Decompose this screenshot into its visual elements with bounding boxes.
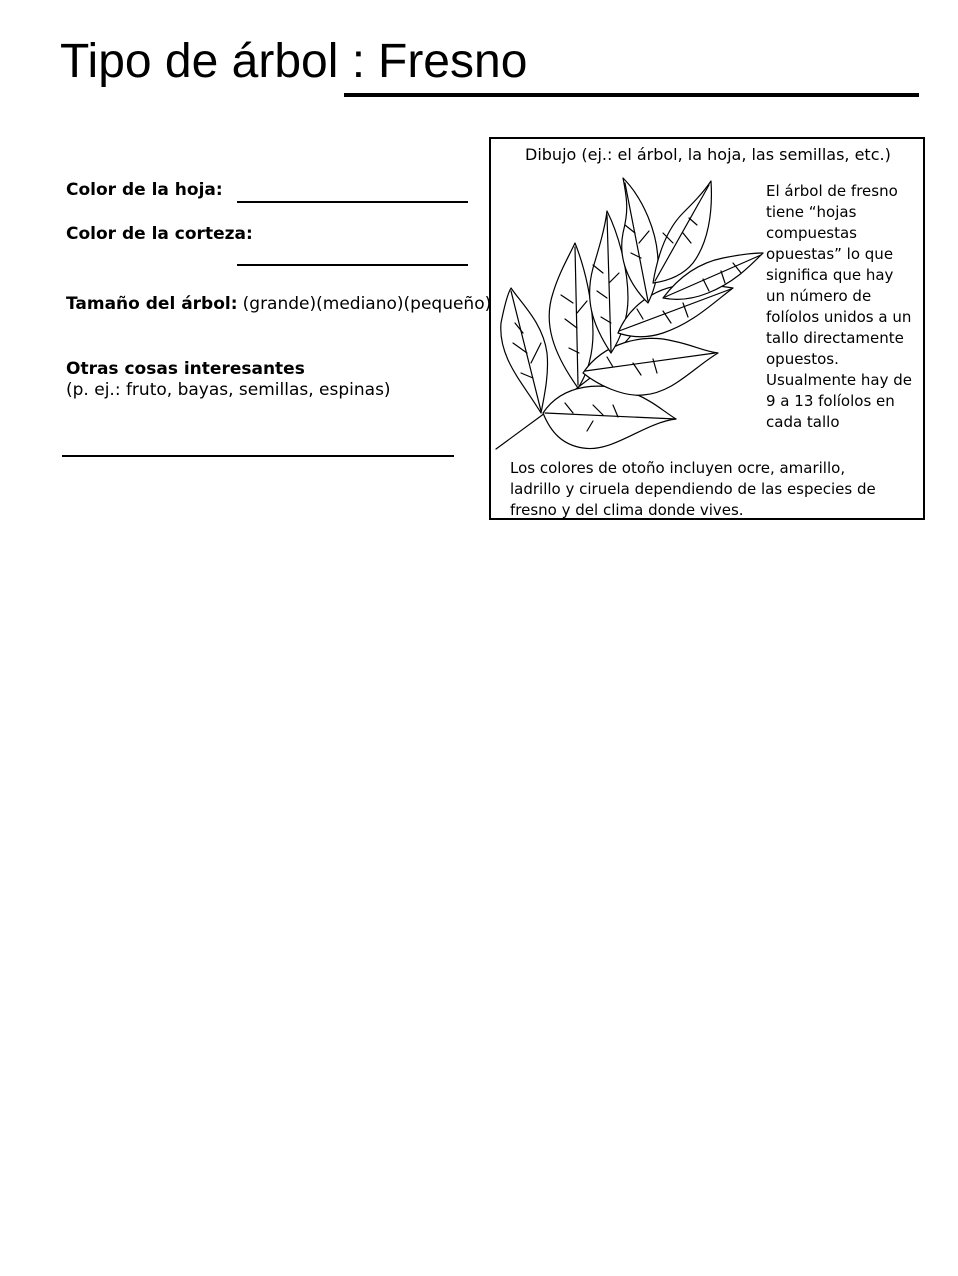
tree-size-row	[66, 294, 491, 313]
page-title-label: Tipo de árbol :	[60, 35, 366, 88]
side-line: significa que hay	[766, 266, 894, 284]
drawing-bottom-text	[510, 458, 920, 521]
bottom-line: fresno y del clima donde vives.	[510, 501, 744, 519]
side-line: un número de	[766, 287, 872, 305]
other-things-hint: (p. ej.: fruto, bayas, semillas, espinas)	[66, 380, 391, 400]
other-things-label: Otras cosas interesantes	[66, 359, 305, 379]
tree-type-value: Fresno	[378, 35, 528, 88]
title-underline	[344, 93, 919, 97]
bark-color-label: Color de la corteza:	[66, 224, 253, 244]
side-line: 9 a 13 folíolos en	[766, 392, 895, 410]
leaf-color-label: Color de la hoja:	[66, 180, 223, 200]
side-line: Usualmente hay de	[766, 371, 912, 389]
other-things-blank[interactable]	[62, 455, 454, 457]
bottom-line: Los colores de otoño incluyen ocre, amarillo,	[510, 459, 846, 477]
ash-leaf-drawing	[493, 173, 769, 458]
side-line: compuestas	[766, 224, 857, 242]
tree-size-label: Tamaño del árbol:	[66, 294, 238, 314]
bottom-line: ladrillo y ciruela dependiendo de las especies de	[510, 480, 876, 498]
bark-color-blank[interactable]	[237, 264, 468, 266]
side-line: opuestos.	[766, 350, 839, 368]
drawing-side-text	[766, 181, 924, 433]
leaflet	[543, 386, 676, 448]
leaf-color-blank[interactable]	[237, 201, 468, 203]
tree-size-options[interactable]: (grande)(mediano)(pequeño)	[242, 294, 492, 314]
side-line: cada tallo	[766, 413, 840, 431]
side-line: opuestas” lo que	[766, 245, 894, 263]
leaflet	[549, 243, 593, 388]
side-line: folíolos unidos a un	[766, 308, 912, 326]
drawing-heading: Dibujo (ej.: el árbol, la hoja, las semillas, etc.)	[525, 145, 891, 164]
side-line: El árbol de fresno	[766, 182, 898, 200]
drawing-box	[489, 137, 925, 520]
side-line: tallo directamente	[766, 329, 904, 347]
side-line: tiene “hojas	[766, 203, 857, 221]
